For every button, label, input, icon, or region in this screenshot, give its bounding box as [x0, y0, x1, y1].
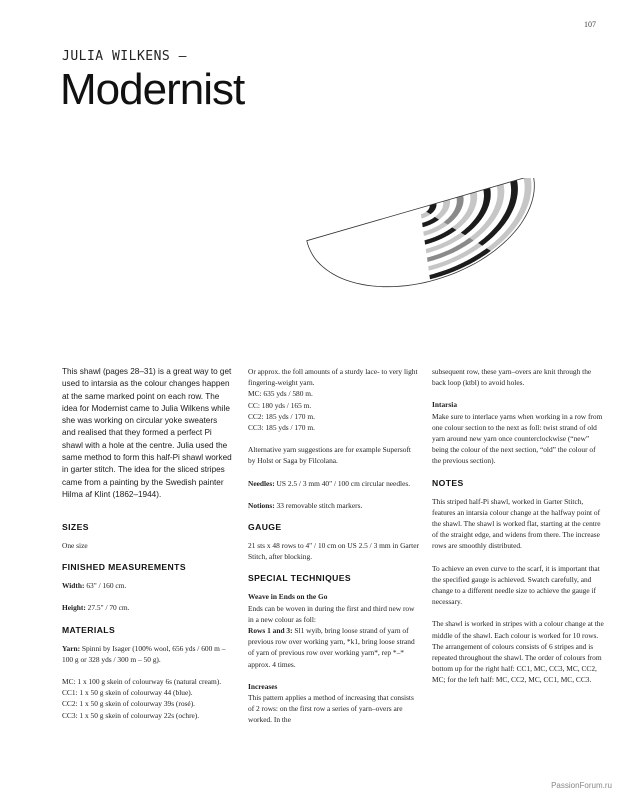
- intro-paragraph: This shawl (pages 28–31) is a great way to get used to intarsia as the colour changes happen at the same marked point on each row. The idea for Modernist came to Julia Wilkens while she was working on circular yoke sweaters and realised that they formed a perfect Pi shawl with a hole at the centre. Julia used the same method to form this half-Pi shawl worked in garter stitch. The idea for the sliced stripes came from a painting by the Swedish painter Hilma af Klint (1862–1944).: [62, 367, 232, 499]
- shawl-illustration: [280, 178, 550, 318]
- notes-paragraph-2: To achieve an even curve to the scarf, it is important that the specified gauge is achieved. Swatch carefully, and change to a different needle size to achieve the gauge if necessary.: [432, 563, 600, 607]
- notions-line: [248, 500, 420, 511]
- sizes-text: One size: [62, 541, 88, 550]
- needles-line: [248, 478, 420, 489]
- notions-label: Notions:: [248, 500, 275, 510]
- height-line: [62, 602, 232, 613]
- column-1: [62, 522, 232, 721]
- height-value: 27.5" / 70 cm.: [85, 603, 130, 613]
- alt-amounts-intro: Or approx. the foll amounts of a sturdy lace- to very light fingering-weight yarn.: [248, 367, 418, 388]
- notes-heading: NOTES: [432, 477, 464, 488]
- intarsia-text: Make sure to interlace yarns when working in a row from one colour section to the next as foll: twist strand of old yarn around new yarn once counterclockwise (“new” being the colour of the next section, “old” the colour of the previous section).: [432, 411, 603, 466]
- rows-label: Rows 1 and 3:: [248, 626, 293, 636]
- material-line: CC2: 1 x 50 g skein of colourway 39s (rosé).: [62, 699, 196, 709]
- shawl-stripes: [421, 178, 532, 279]
- width-label: Width:: [62, 581, 85, 591]
- intarsia-heading: Intarsia: [432, 400, 458, 410]
- material-line: CC1: 1 x 50 g skein of colourway 44 (blue).: [62, 688, 193, 698]
- yarn-text: Spinni by Isager (100% wool, 656 yds / 600 m – 100 g or 328 yds / 300 m – 50 g).: [62, 643, 226, 664]
- alt-amount-line: CC: 180 yds / 165 m.: [248, 400, 312, 410]
- yarn-line: [62, 643, 232, 665]
- materials-heading: MATERIALS: [62, 624, 116, 635]
- weave-heading: Weave in Ends on the Go: [248, 592, 328, 602]
- material-line: CC3: 1 x 50 g skein of colourway 22s (ochre).: [62, 710, 200, 720]
- height-label: Height:: [62, 603, 86, 613]
- width-value: 63" / 160 cm.: [84, 581, 127, 591]
- rows-line: [248, 625, 420, 670]
- weave-text: Ends can be woven in during the first and third new row in a new colour as foll:: [248, 603, 415, 624]
- column-3: [432, 366, 604, 686]
- alt-amount-line: CC3: 185 yds / 170 m.: [248, 423, 315, 433]
- yarn-label: Yarn:: [62, 643, 81, 653]
- column-2: [248, 366, 420, 726]
- notes-paragraph-1: This striped half-Pi shawl, worked in Garter Stitch, features an intarsia colour change at the halfway point of the shawl. The shawl is worked flat, starting at the centre of the straight edge, and widens from there. The increase rows are smoothly distributed.: [432, 496, 601, 551]
- notions-text: 33 removable stitch markers.: [274, 500, 363, 510]
- increases-text: This pattern applies a method of increasing that consists of 2 rows: on the first row a series of yarn–overs are worked. In the: [248, 693, 414, 725]
- stripe-band: [422, 217, 439, 227]
- author-name: JULIA WILKENS —: [62, 49, 187, 64]
- alt-amount-line: CC2: 185 yds / 170 m.: [248, 411, 315, 421]
- gauge-text: 21 sts x 48 rows to 4" / 10 cm on US 2.5 / 3 mm in Garter Stitch, after blocking.: [248, 541, 419, 562]
- needles-text: US 2.5 / 3 mm 40" / 100 cm circular needles.: [274, 478, 411, 488]
- gauge-heading: GAUGE: [248, 522, 282, 533]
- width-line: [62, 580, 232, 591]
- watermark: PassionForum.ru: [551, 781, 612, 790]
- stripe-band: [435, 199, 450, 219]
- alt-amount-line: MC: 635 yds / 580 m.: [248, 389, 313, 399]
- yarn-suggestion: Alternative yarn suggestions are for example Supersoft by Holst or Saga by Filcolana.: [248, 445, 411, 466]
- page-title: Modernist: [60, 65, 245, 114]
- special-techniques-heading: SPECIAL TECHNIQUES: [248, 573, 352, 584]
- rows-text: Sl1 wyib, bring loose strand of yarn of previous row over working yarn, *k1, bring loose strand of yarn of previous row over working yarn*, rep *–* approx. 4 times.: [248, 626, 415, 669]
- increases-continued: subsequent row, these yarn–overs are knit through the back loop (ktbl) to avoid holes.: [432, 367, 592, 388]
- notes-paragraph-3: The shawl is worked in stripes with a colour change at the middle of the shawl. Each colour is worked for 10 rows. The arrangement of colours consists of 6 stripes and is repeated throughout the shawl. The order of colours from bottom up for the right half: CC1, MC, CC3, MC, CC2, MC; for the left half: MC, CC2, MC, CC1, MC, CC3.: [432, 619, 604, 685]
- needles-label: Needles:: [248, 478, 275, 488]
- increases-heading: Increases: [248, 681, 278, 691]
- finished-heading: FINISHED MEASUREMENTS: [62, 562, 186, 573]
- material-line: MC: 1 x 100 g skein of colourway 6s (natural cream).: [62, 677, 222, 687]
- sizes-heading: SIZES: [62, 522, 89, 532]
- page-number: 107: [584, 20, 596, 29]
